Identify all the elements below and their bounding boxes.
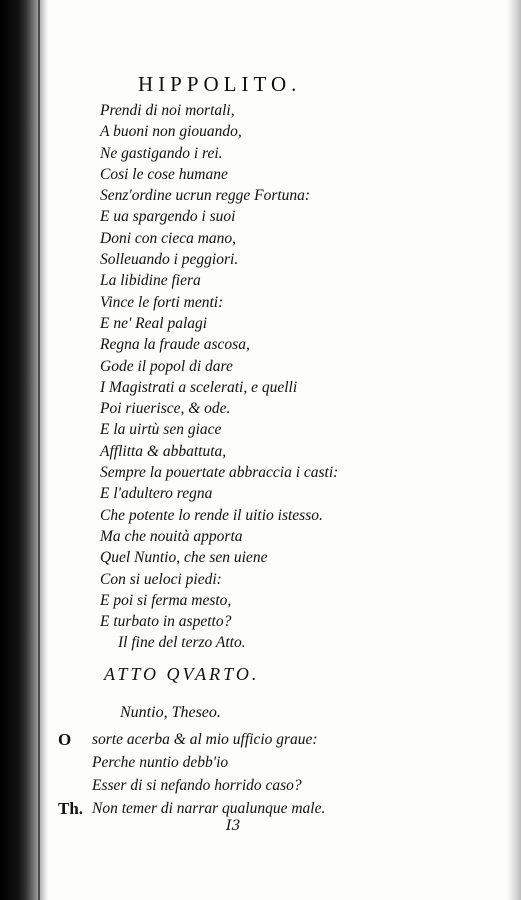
verse-line: Ne gastigando i rei.: [100, 144, 223, 162]
verse-line: Vince le forti menti:: [100, 293, 224, 311]
verse-line: E ua spargendo i suoi: [100, 208, 236, 226]
verse-line: Afflitta & abbattuta,: [100, 442, 227, 460]
signature-mark: I3: [226, 818, 241, 834]
verse-line: E la uirtù sen giace: [100, 421, 222, 439]
verse-line: Cosi le cose humane: [100, 165, 228, 183]
verse-line: Poi riuerisce, & ode.: [100, 400, 231, 418]
speaker-label: O: [58, 730, 72, 749]
verse-line: Che potente lo rende il uitio istesso.: [100, 506, 323, 524]
verse-line: La libidine fiera: [100, 272, 201, 290]
verse-line: A buoni non giouando,: [100, 123, 242, 141]
verse-line: E ne' Real palagi: [100, 314, 208, 332]
dialogue-text: sorte acerba & al mio ufficio graue:: [92, 731, 318, 748]
dialogue-text: Non temer di narrar qualunque male.: [92, 800, 326, 817]
verse-block: [100, 100, 338, 654]
verse-line: I Magistrati a scelerati, e quelli: [100, 378, 298, 396]
act-heading: ATTO QVARTO.: [104, 664, 260, 684]
end-of-act-line: Il fine del terzo Atto.: [118, 634, 246, 652]
verse-line: E l'adultero regna: [100, 485, 213, 503]
page-binding: [0, 0, 48, 900]
verse-line: Regna la fraude ascosa,: [100, 336, 250, 354]
persons-line: Nuntio, Theseo.: [120, 704, 221, 721]
verse-line: Solleuando i peggiori.: [100, 251, 239, 269]
page-edge-shadow: [507, 0, 521, 900]
gutter-line: [38, 0, 40, 900]
verse-line: Senz'ordine ucrun regge Fortuna:: [100, 187, 311, 205]
verse-line: Con si ueloci piedi:: [100, 570, 222, 588]
verse-line: E turbato in aspetto?: [100, 613, 232, 631]
verse-line: Gode il popol di dare: [100, 357, 233, 375]
dialogue-text: Perche nuntio debb'io: [92, 754, 229, 771]
verse-line: Doni con cieca mano,: [100, 229, 237, 247]
running-title: HIPPOLITO.: [138, 72, 302, 96]
speaker-label: Th.: [58, 799, 84, 818]
verse-line: Sempre la pouertate abbraccia i casti:: [100, 464, 339, 482]
verse-line: Ma che nouità apporta: [100, 527, 243, 545]
verse-line: Prendi di noi mortali,: [100, 102, 235, 119]
dialogue-text: Esser di si nefando horrido caso?: [92, 777, 302, 794]
verse-line: Quel Nuntio, che sen uiene: [100, 549, 268, 567]
verse-line: E poi si ferma mesto,: [100, 591, 232, 609]
